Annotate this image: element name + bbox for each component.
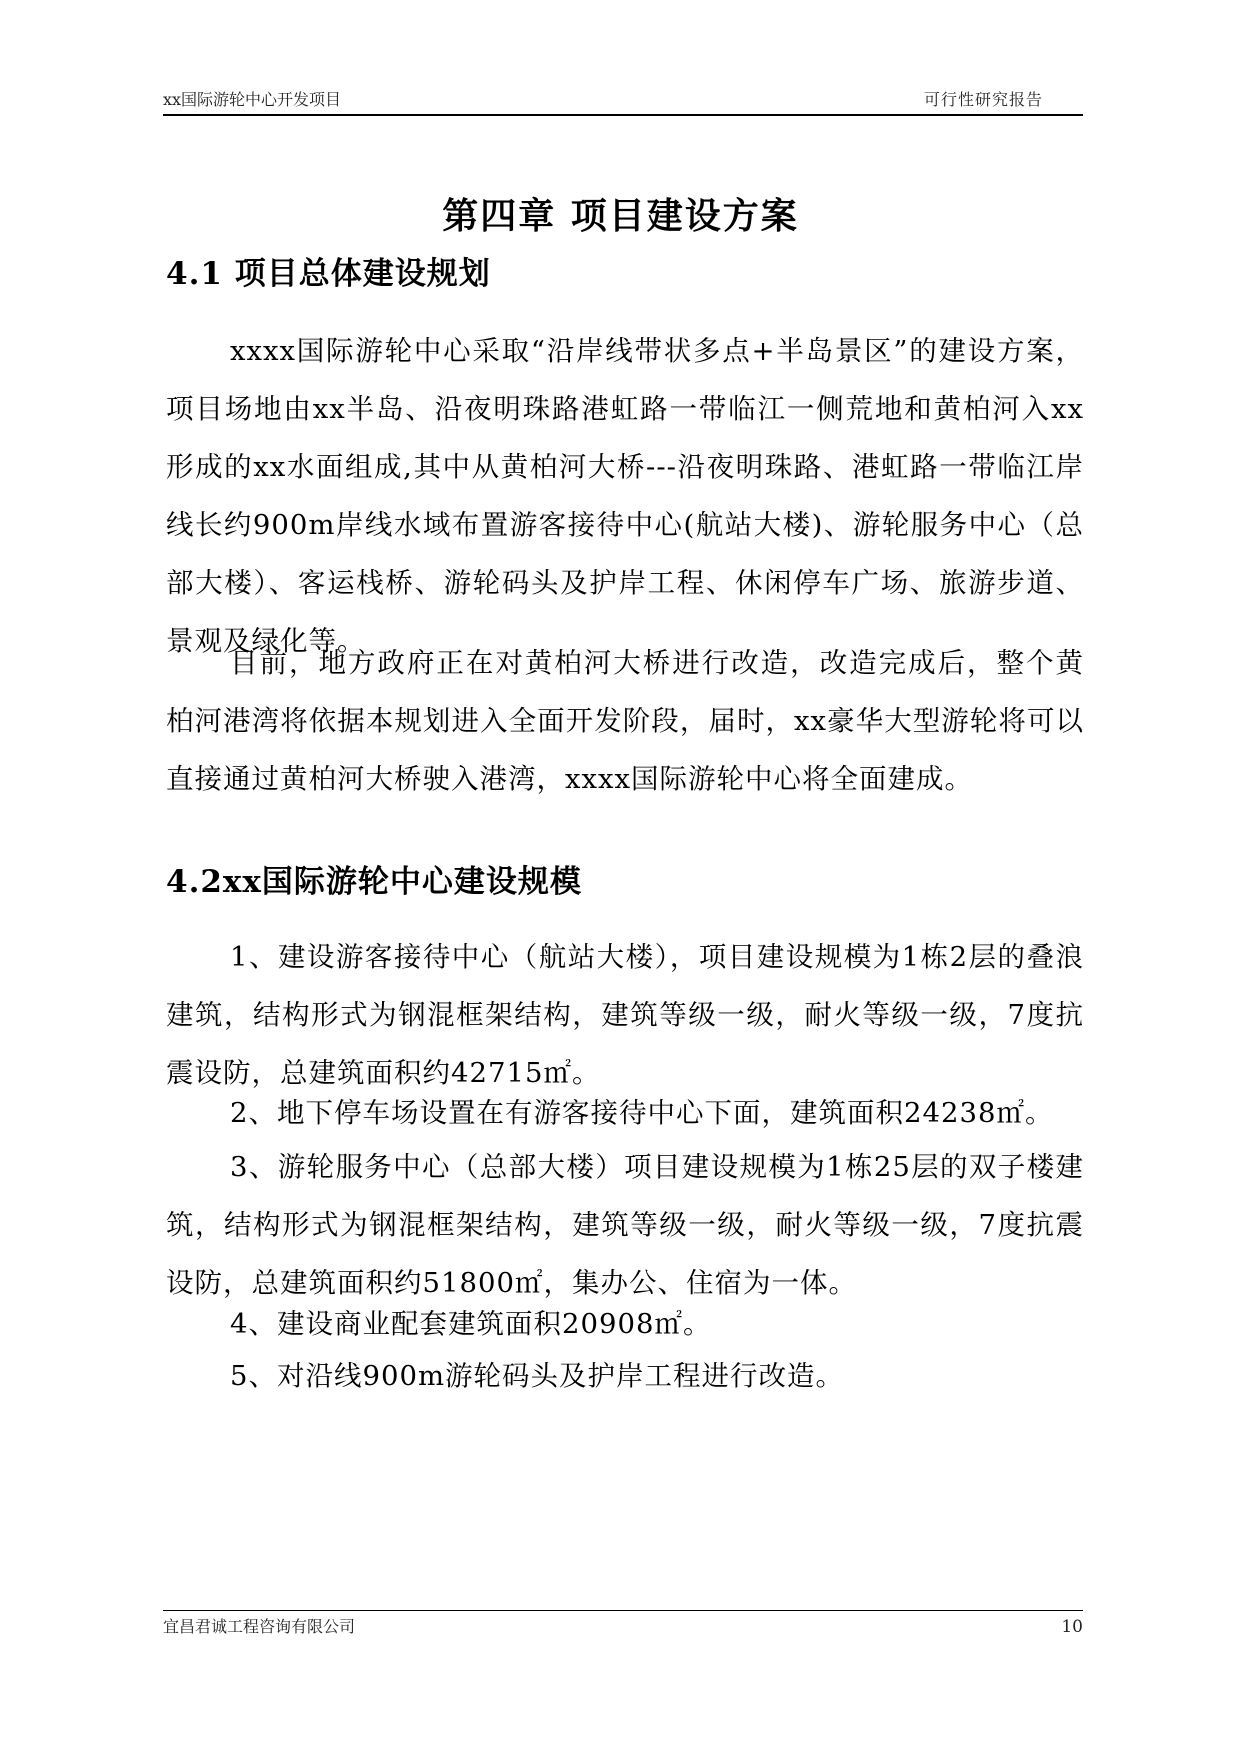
section-heading-4-2: 4.2xx国际游轮中心建设规模 <box>166 864 582 900</box>
page-header <box>163 88 1083 114</box>
section-heading-4-1: 4.1 项目总体建设规划 <box>166 256 491 292</box>
header-divider <box>163 114 1083 116</box>
paragraph-4-2-1: 1、建设游客接待中心（航站大楼），项目建设规模为1栋2层的叠浪建筑，结构形式为钢混框架结构，建筑等级一级，耐火等级一级，7度抗震设防，总建筑面积约42715㎡。 <box>166 941 1084 1089</box>
paragraph-4-2-5: 5、对沿线900m游轮码头及护岸工程进行改造。 <box>230 1360 845 1392</box>
header-project-name: xx国际游轮中心开发项目 <box>163 90 342 109</box>
paragraph-4-1-2: 目前，地方政府正在对黄柏河大桥进行改造，改造完成后，整个黄柏河港湾将依据本规划进入全面开发阶段，届时，xx豪华大型游轮将可以直接通过黄柏河大桥驶入港湾，xxxx国际游轮中心将全面建成。 <box>166 647 1084 795</box>
paragraph-4-1-1: xxxx国际游轮中心采取“沿岸线带状多点+半岛景区”的建设方案，项目场地由xx半岛、沿夜明珠路港虹路一带临江一侧荒地和黄柏河入xx形成的xx水面组成,其中从黄柏河大桥---沿夜明珠路、港虹路一带临江岸线长约900m岸线水域布置游客接待中心(航站大楼)、游轮服务中心（总部大楼）、客运栈桥、游轮码头及护岸工程、休闲停车广场、旅游步道、景观及绿化等。 <box>166 335 1084 657</box>
paragraph-4-2-3: 3、游轮服务中心（总部大楼）项目建设规模为1栋25层的双子楼建筑，结构形式为钢混框架结构，建筑等级一级，耐火等级一级，7度抗震设防，总建筑面积约51800㎡，集办公、住宿为一体。 <box>166 1151 1084 1299</box>
footer-divider <box>163 1610 1083 1611</box>
paragraph-4-2-4: 4、建设商业配套建筑面积20908㎡。 <box>230 1308 712 1340</box>
chapter-title: 第四章 项目建设方案 <box>442 195 799 237</box>
page-footer <box>163 1616 1083 1640</box>
footer-company-name: 宜昌君诚工程咨询有限公司 <box>163 1617 356 1636</box>
header-report-type: 可行性研究报告 <box>923 90 1043 109</box>
page-number: 10 <box>1061 1617 1083 1637</box>
paragraph-4-2-2: 2、地下停车场设置在有游客接待中心下面，建筑面积24238㎡。 <box>230 1097 1054 1129</box>
